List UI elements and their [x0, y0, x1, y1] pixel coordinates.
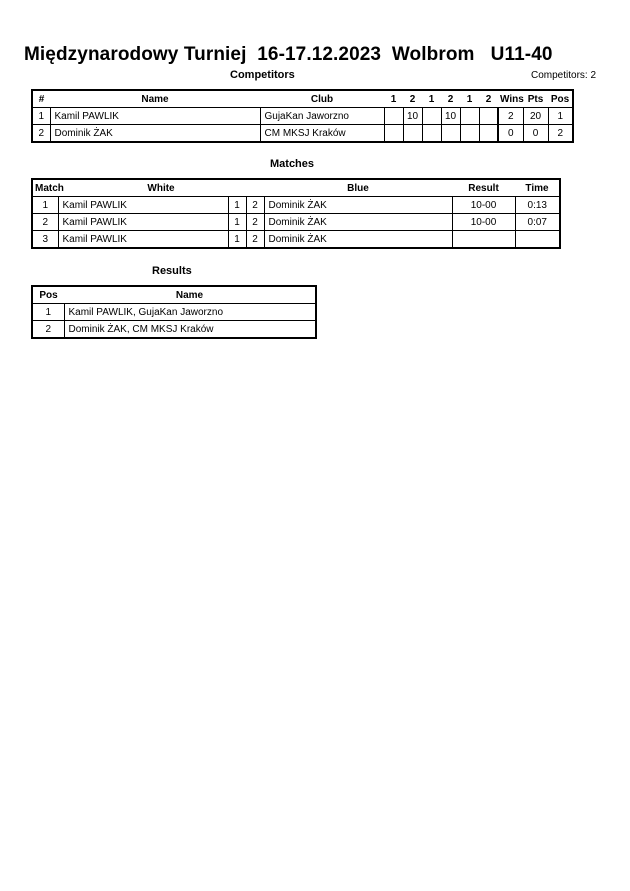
- table-row: [32, 125, 573, 143]
- col-header-name: Name: [50, 90, 260, 108]
- page-title: Międzynarodowy Turniej 16-17.12.2023 Wolbrom U11-40: [24, 44, 553, 65]
- match-result: [452, 231, 515, 249]
- score-cell: [422, 125, 441, 143]
- blue-id: 2: [246, 231, 264, 249]
- competitors-count: Competitors: 2: [531, 70, 597, 81]
- match-time: [515, 231, 560, 249]
- match-result: 10-00: [452, 197, 515, 214]
- table-row: [32, 108, 573, 125]
- blue-id: 2: [246, 197, 264, 214]
- match-num: 2: [32, 214, 58, 231]
- results-header-row: [32, 286, 316, 304]
- col-header-result: Result: [452, 179, 515, 197]
- white-id: 1: [228, 231, 246, 249]
- col-header-pts: Pts: [523, 90, 548, 108]
- white-id: 1: [228, 214, 246, 231]
- competitor-pts: 0: [523, 125, 548, 143]
- table-row: [32, 197, 560, 214]
- matches-header-row: [32, 179, 560, 197]
- blue-id: 2: [246, 214, 264, 231]
- col-header-time: Time: [515, 179, 560, 197]
- score-cell: [441, 125, 460, 143]
- col-header-score: 2: [403, 90, 422, 108]
- col-header-score: 2: [441, 90, 460, 108]
- result-name: Kamil PAWLIK, GujaKan Jaworzno: [64, 304, 316, 321]
- score-cell: [384, 125, 403, 143]
- score-cell: 10: [441, 108, 460, 125]
- blue-competitor: Dominik ŻAK: [264, 197, 452, 214]
- competitor-pts: 20: [523, 108, 548, 125]
- competitor-name: Dominik ŻAK: [50, 125, 260, 143]
- white-competitor: Kamil PAWLIK: [58, 214, 228, 231]
- score-cell: [460, 108, 479, 125]
- competitors-heading: Competitors: [230, 69, 295, 81]
- result-name: Dominik ŻAK, CM MKSJ Kraków: [64, 321, 316, 339]
- col-header-pos: Pos: [548, 90, 573, 108]
- score-cell: [479, 125, 498, 143]
- results-heading: Results: [152, 265, 192, 277]
- white-competitor: Kamil PAWLIK: [58, 197, 228, 214]
- col-header-score: 1: [422, 90, 441, 108]
- col-header-pos: Pos: [32, 286, 64, 304]
- match-time: 0:13: [515, 197, 560, 214]
- col-header-club: Club: [260, 90, 384, 108]
- match-num: 1: [32, 197, 58, 214]
- competitor-name: Kamil PAWLIK: [50, 108, 260, 125]
- score-cell: [403, 125, 422, 143]
- competitor-pos: 1: [548, 108, 573, 125]
- white-competitor: Kamil PAWLIK: [58, 231, 228, 249]
- col-header-white: White: [58, 179, 264, 197]
- score-cell: 10: [403, 108, 422, 125]
- match-result: 10-00: [452, 214, 515, 231]
- col-header-name: Name: [64, 286, 316, 304]
- competitor-wins: 0: [498, 125, 523, 143]
- col-header-score: 1: [384, 90, 403, 108]
- col-header-match: Match: [32, 179, 58, 197]
- table-row: [32, 231, 560, 249]
- competitor-wins: 2: [498, 108, 523, 125]
- score-cell: [460, 125, 479, 143]
- col-header-blue: Blue: [264, 179, 452, 197]
- result-pos: 2: [32, 321, 64, 339]
- blue-competitor: Dominik ŻAK: [264, 231, 452, 249]
- col-header-num: #: [32, 90, 50, 108]
- score-cell: [422, 108, 441, 125]
- col-header-score: 1: [460, 90, 479, 108]
- blue-competitor: Dominik ŻAK: [264, 214, 452, 231]
- competitors-header-row: [32, 90, 573, 108]
- table-row: [32, 321, 316, 339]
- col-header-wins: Wins: [498, 90, 523, 108]
- competitor-pos: 2: [548, 125, 573, 143]
- match-num: 3: [32, 231, 58, 249]
- result-pos: 1: [32, 304, 64, 321]
- white-id: 1: [228, 197, 246, 214]
- competitor-num: 1: [32, 108, 50, 125]
- results-table: [31, 285, 317, 339]
- col-header-score: 2: [479, 90, 498, 108]
- competitors-table: [31, 89, 574, 143]
- score-cell: [384, 108, 403, 125]
- match-time: 0:07: [515, 214, 560, 231]
- competitor-num: 2: [32, 125, 50, 143]
- table-row: [32, 304, 316, 321]
- score-cell: [479, 108, 498, 125]
- matches-table: [31, 178, 561, 249]
- table-row: [32, 214, 560, 231]
- competitor-club: GujaKan Jaworzno: [260, 108, 384, 125]
- competitor-club: CM MKSJ Kraków: [260, 125, 384, 143]
- matches-heading: Matches: [270, 158, 315, 170]
